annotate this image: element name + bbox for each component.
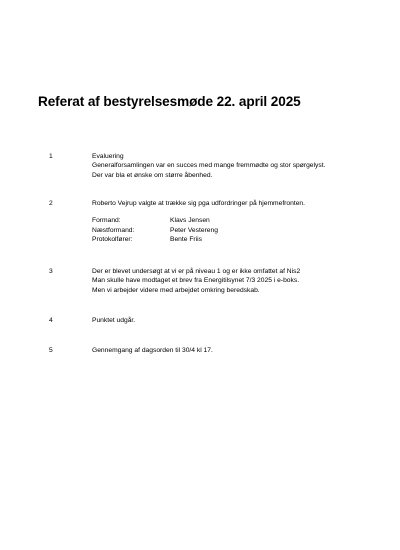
item-line: Gennemgang af dagsorden til 30/4 kl 17. [92, 347, 213, 354]
role-row-formand [92, 216, 392, 225]
item-body [92, 316, 392, 325]
role-label: Protokolfører: [92, 235, 133, 243]
role-row-protokolforer [92, 235, 392, 244]
item-line: Evaluering [92, 153, 124, 160]
item-body [92, 346, 392, 355]
item-line: Der var bla et ønske om større åbenhed. [92, 171, 213, 179]
item-number: 3 [49, 268, 53, 275]
item-number: 1 [49, 153, 53, 160]
item-line: Man skulle have modtaget et brev fra Energitilsynet 7/3 2025 i e-boks. [92, 277, 300, 285]
role-label: Næstformand: [92, 226, 135, 234]
item-body [92, 199, 392, 244]
item-line: Generalforsamlingen var en succes med mange fremmødte og stor spørgelyst. [92, 162, 326, 170]
item-body [92, 152, 392, 180]
item-number: 5 [49, 347, 53, 354]
role-name: Klavs Jensen [170, 217, 210, 225]
role-label: Formand: [92, 217, 121, 225]
item-line: Men vi arbejder videre med arbejdet omkring beredskab. [92, 286, 260, 294]
role-name: Bente Friis [170, 235, 202, 243]
role-name: Peter Vestereng [170, 226, 218, 234]
item-line: Der er blevet undersøgt at vi er på niveau 1 og er ikke omfattet af Nis2 [92, 268, 301, 275]
item-body [92, 267, 392, 295]
role-list [92, 216, 392, 244]
role-row-naestformand [92, 226, 392, 235]
item-line: Punktet udgår. [92, 317, 136, 324]
item-line: Roberto Vejrup valgte at trække sig pga udfordringer på hjemmefronten. [92, 200, 306, 207]
item-number: 2 [49, 200, 53, 207]
item-number: 4 [49, 317, 53, 324]
page-title: Referat af bestyrelsesmøde 22. april 2025 [38, 94, 301, 109]
